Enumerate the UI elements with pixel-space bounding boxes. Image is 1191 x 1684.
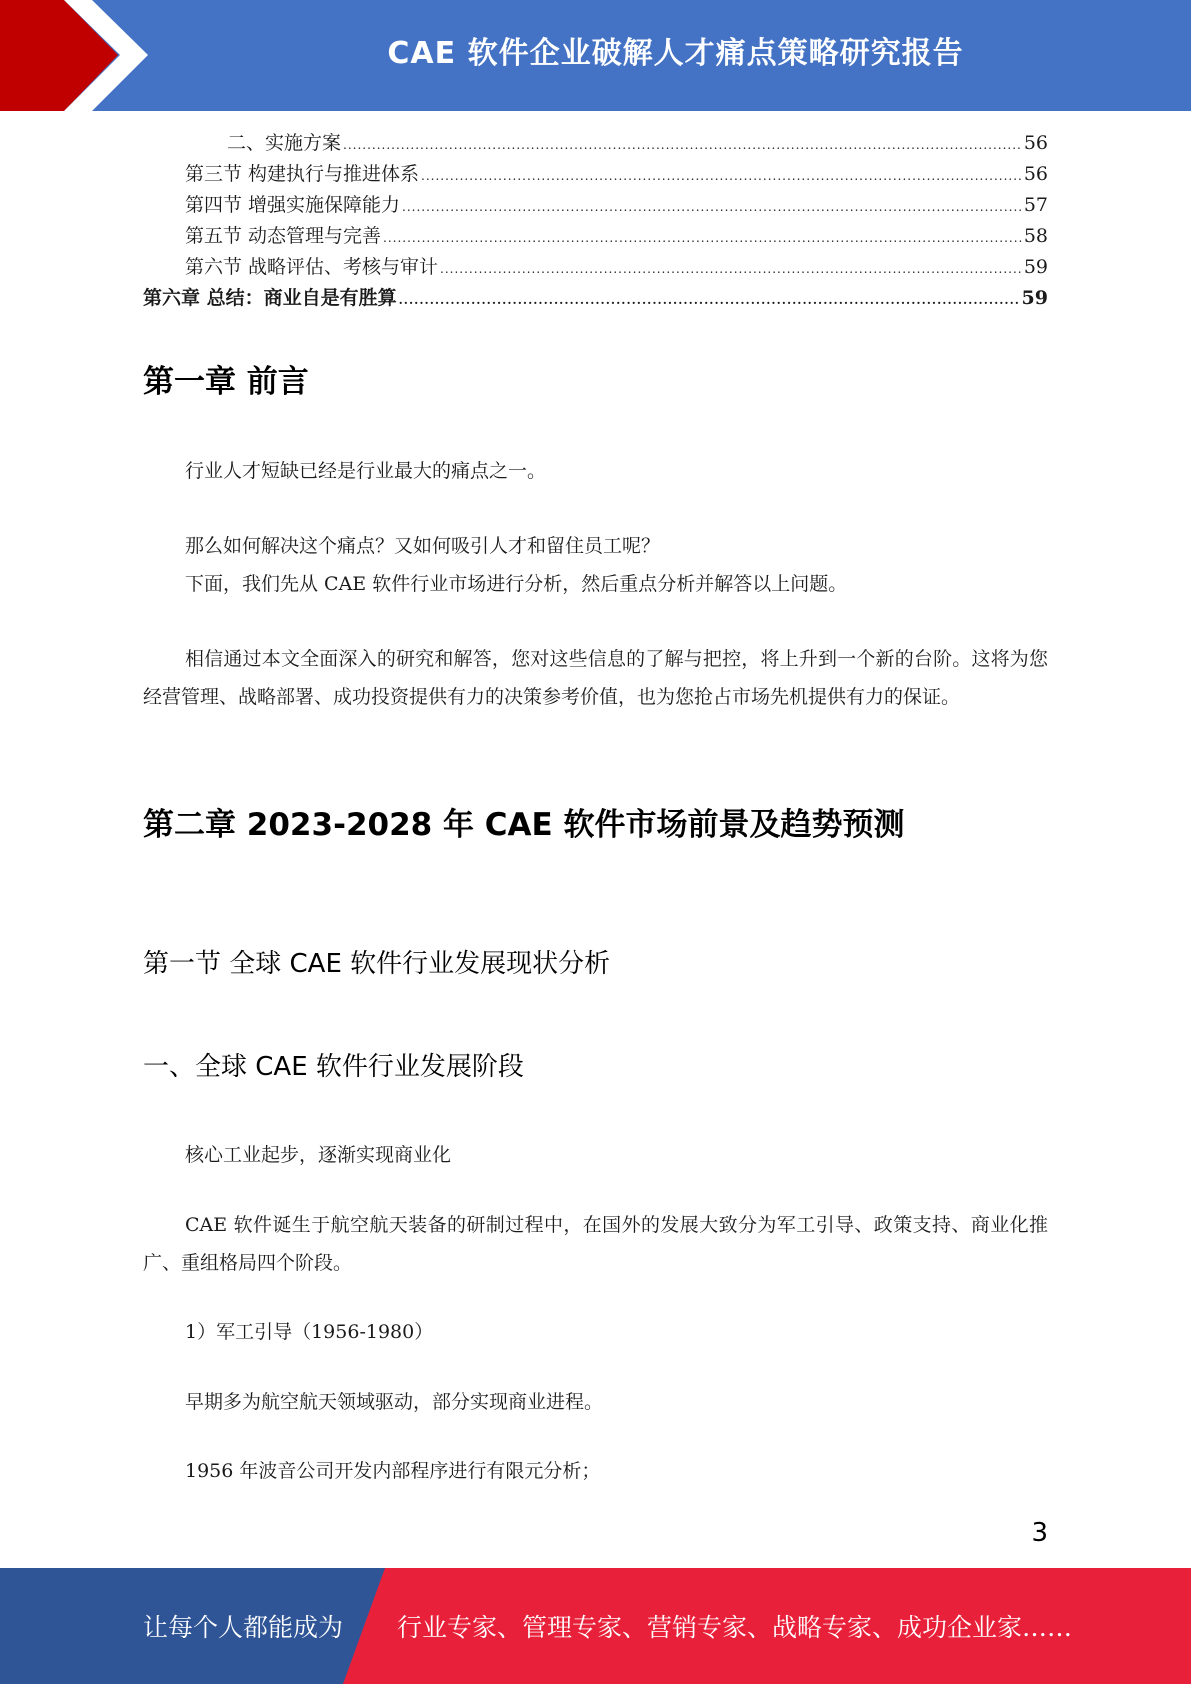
- paragraph: CAE 软件诞生于航空航天装备的研制过程中，在国外的发展大致分为军工引导、政策支持、商业化推广、重组格局四个阶段。: [143, 1214, 1048, 1274]
- toc-entry-page: 59: [1023, 256, 1048, 278]
- header-red-chevron: [0, 0, 140, 111]
- toc-entry-page: 57: [1023, 194, 1048, 216]
- toc-entry[interactable]: [143, 190, 1048, 221]
- paragraph: 核心工业起步，逐渐实现商业化: [185, 1144, 452, 1166]
- toc-entry-page: 56: [1023, 163, 1048, 185]
- toc-entry-label: 第五节 动态管理与完善: [185, 225, 382, 247]
- paragraph: 那么如何解决这个痛点？又如何吸引人才和留住员工呢？: [185, 535, 661, 557]
- table-of-contents: [143, 128, 1048, 314]
- toc-leader-dots: [399, 293, 1020, 307]
- toc-entry[interactable]: [143, 221, 1048, 252]
- page-footer: [0, 1568, 1191, 1684]
- section-title: 第一节 全球 CAE 软件行业发展现状分析: [143, 949, 611, 979]
- toc-entry-label: 第三节 构建执行与推进体系: [185, 163, 420, 185]
- toc-entry[interactable]: [143, 159, 1048, 190]
- footer-slogan-right: 行业专家、管理专家、营销专家、战略专家、成功企业家……: [397, 1613, 1073, 1642]
- paragraph: 早期多为航空航天领域驱动，部分实现商业进程。: [185, 1391, 604, 1413]
- toc-entry[interactable]: [143, 283, 1048, 314]
- toc-entry[interactable]: [143, 128, 1048, 159]
- toc-entry-label: 第六章 总结：商业自是有胜算: [143, 287, 397, 309]
- toc-entry-label: 第四节 增强实施保障能力: [185, 194, 401, 216]
- paragraph: 1956 年波音公司开发内部程序进行有限元分析；: [185, 1460, 601, 1482]
- toc-entry[interactable]: [143, 252, 1048, 283]
- page-header: [0, 0, 1191, 111]
- chapter-title: 第二章 2023-2028 年 CAE 软件市场前景及趋势预测: [143, 807, 905, 843]
- toc-entry-page: 56: [1023, 132, 1048, 154]
- toc-leader-dots: [343, 138, 1022, 152]
- page-number: 3: [1031, 1518, 1048, 1548]
- chapter-title: 第一章 前言: [143, 364, 309, 400]
- header-title: CAE 软件企业破解人才痛点策略研究报告: [387, 36, 964, 71]
- toc-entry-page: 59: [1021, 287, 1048, 309]
- toc-leader-dots: [421, 169, 1022, 183]
- paragraph: 下面，我们先从 CAE 软件行业市场进行分析，然后重点分析并解答以上问题。: [185, 573, 848, 595]
- paragraph: 相信通过本文全面深入的研究和解答，您对这些信息的了解与把控，将上升到一个新的台阶。这将为您经营管理、战略部署、成功投资提供有力的决策参考价值，也为您抢占市场先机提供有力的保证。: [143, 648, 1048, 708]
- subsection-title: 一、全球 CAE 软件行业发展阶段: [143, 1052, 524, 1082]
- toc-leader-dots: [402, 200, 1022, 214]
- paragraph: 行业人才短缺已经是行业最大的痛点之一。: [185, 460, 547, 482]
- toc-leader-dots: [440, 262, 1022, 276]
- toc-leader-dots: [383, 231, 1022, 245]
- footer-slogan-left: 让每个人都能成为: [143, 1613, 344, 1642]
- toc-entry-label: 二、实施方案: [227, 132, 342, 154]
- paragraph: 1）军工引导（1956-1980）: [185, 1321, 434, 1343]
- toc-entry-page: 58: [1023, 225, 1048, 247]
- toc-entry-label: 第六节 战略评估、考核与审计: [185, 256, 439, 278]
